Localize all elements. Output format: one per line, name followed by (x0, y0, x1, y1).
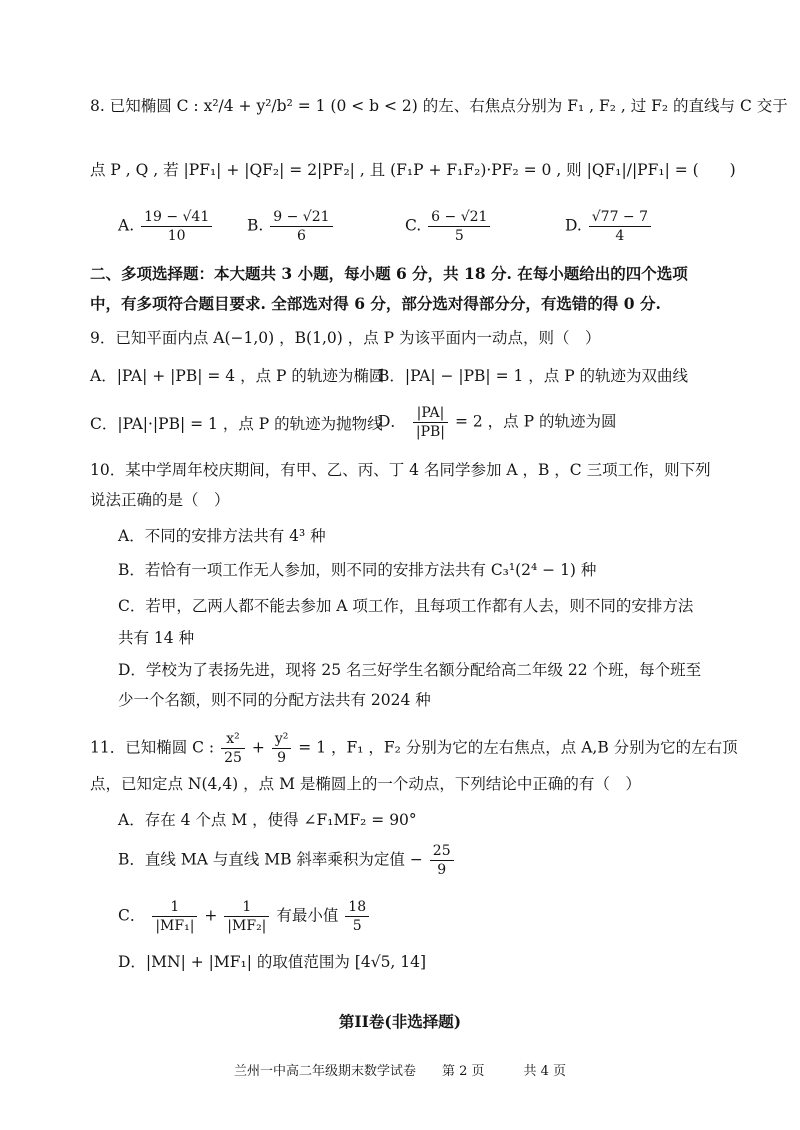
q9-option-d-label: D． (378, 412, 406, 431)
q8-option-c-num: 6 − √21 (428, 208, 490, 227)
q11-option-b (118, 842, 456, 879)
q11-option-c-fraction-3-num: 18 (345, 898, 369, 917)
q11-option-c (118, 898, 371, 935)
q11-fraction-x (221, 730, 245, 767)
q11-fraction-y-den: 9 (277, 750, 287, 766)
q10-stem-line2: 说法正确的是（ ） (90, 491, 230, 509)
q9-option-d-fraction (413, 404, 448, 441)
q11-option-a: A．存在 4 个点 M ，使得 ∠F₁MF₂ = 90° (118, 811, 417, 829)
q10-stem-line1: 10．某中学周年校庆期间，有甲、乙、丙、丁 4 名同学参加 A ，B ，C 三项工作，则下列 (90, 461, 711, 479)
q10-option-b: B．若恰有一项工作无人参加，则不同的安排方法共有 C₃¹(2⁴ − 1) 种 (118, 561, 597, 579)
q9-stem: 9．已知平面内点 A(−1,0) ，B(1,0) ，点 P 为该平面内一动点，则（ ） (90, 329, 601, 347)
q8-stem-line1: 8. 已知椭圆 C : x²/4 + y²/b² = 1 (0 < b < 2) 的左、右焦点分别为 F₁ , F₂ , 过 F₂ 的直线与 C 交于 (90, 97, 788, 115)
q11-option-b-num: 25 (430, 842, 454, 861)
q8-option-a-fraction (141, 208, 212, 245)
q11-stem-line1 (90, 730, 738, 767)
q8-option-b (247, 208, 335, 245)
q11-option-b-fraction (430, 842, 454, 879)
q11-option-c-fraction-3-den: 5 (352, 918, 362, 934)
q11-option-c-fraction-2-num: 1 (224, 898, 269, 917)
q11-option-c-plus: + (204, 906, 218, 925)
section2-heading-line2: 中，有多项符合题目要求. 全部选对得 6 分，部分选对得部分分，有选错的得 0 分. (90, 294, 661, 313)
q11-option-c-fraction-1 (152, 898, 197, 935)
q9-option-d-num: |PA| (413, 404, 448, 423)
q8-option-c-label: C. (405, 216, 422, 235)
q8-option-d-label: D. (565, 216, 582, 235)
q11-option-c-label: C． (118, 906, 146, 925)
q11-option-b-den: 9 (437, 862, 447, 878)
q10-option-c-line2: 共有 14 种 (118, 629, 195, 647)
q11-fraction-x-den: 25 (224, 750, 242, 766)
q10-option-d-line2: 少一个名额，则不同的分配方法共有 2024 种 (118, 691, 431, 709)
q8-option-d (565, 208, 653, 245)
q8-stem-line2: 点 P , Q , 若 |PF₁| + |QF₂| = 2|PF₂| , 且 (F₁P + F₁F₂)·PF₂ = 0 , 则 |QF₁|/|PF₁| = ( ) (90, 161, 736, 179)
q11-stem-post: = 1 ，F₁ ，F₂ 分别为它的左右焦点，点 A,B 分别为它的左右顶 (298, 738, 738, 757)
q8-option-b-num: 9 − √21 (270, 208, 332, 227)
q9-option-d-rest: = 2 ，点 P 的轨迹为圆 (454, 412, 617, 431)
page-footer: 兰州一中高二年级期末数学试卷 第 2 页 共 4 页 (233, 1064, 567, 1079)
section2-heading-line1: 二、多项选择题：本大题共 3 小题，每小题 6 分，共 18 分. 在每小题给出的四个选项 (90, 264, 688, 283)
q10-option-d-line1: D．学校为了表扬先进，现将 25 名三好学生名额分配给高二年级 22 个班，每个班至 (118, 661, 702, 679)
q9-option-d-den: |PB| (415, 424, 446, 440)
q8-option-c-fraction (428, 208, 490, 245)
q11-fraction-x-num: x² (221, 730, 245, 749)
q11-stem-line2: 点，已知定点 N(4,4) ，点 M 是椭圆上的一个动点，下列结论中正确的有（ ） (90, 775, 641, 793)
q11-option-c-fraction-2-den: |MF₂| (227, 918, 267, 934)
q8-option-a-den: 10 (167, 228, 186, 244)
q11-option-b-text: B．直线 MA 与直线 MB 斜率乘积为定值 − (118, 850, 423, 869)
q8-option-c-den: 5 (454, 228, 464, 244)
q11-option-c-text: 有最小值 (276, 906, 339, 925)
q9-option-c: C．|PA|·|PB| = 1 ，点 P 的轨迹为抛物线 (90, 415, 383, 433)
q11-fraction-y-num: y² (272, 730, 292, 749)
q8-option-d-den: 4 (615, 228, 625, 244)
q8-option-b-den: 6 (296, 228, 306, 244)
q8-option-a-num: 19 − √41 (141, 208, 212, 227)
q8-option-b-fraction (270, 208, 332, 245)
q11-option-c-fraction-2 (224, 898, 269, 935)
q11-option-c-fraction-1-den: |MF₁| (155, 918, 195, 934)
q8-option-d-fraction (589, 208, 651, 245)
q8-option-b-label: B. (247, 216, 264, 235)
q10-option-c-line1: C．若甲，乙两人都不能去参加 A 项工作，且每项工作都有人去，则不同的安排方法 (118, 597, 694, 615)
q8-option-c (405, 208, 492, 245)
q11-plus: + (251, 738, 265, 757)
q11-fraction-y (272, 730, 292, 767)
q11-option-c-fraction-3 (345, 898, 369, 935)
q11-stem-pre: 11．已知椭圆 C : (90, 738, 215, 757)
q9-option-a: A．|PA| + |PB| = 4 ，点 P 的轨迹为椭圆 (90, 367, 385, 385)
q8-option-a-label: A. (118, 216, 135, 235)
q8-option-a (118, 208, 214, 245)
part2-title: 第II卷(非选择题) (338, 1012, 462, 1031)
q11-option-d: D．|MN| + |MF₁| 的取值范围为 [4√5, 14] (118, 953, 427, 971)
q10-option-a: A．不同的安排方法共有 4³ 种 (118, 527, 326, 545)
q9-option-d (378, 404, 616, 441)
q9-option-b: B．|PA| − |PB| = 1 ，点 P 的轨迹为双曲线 (378, 367, 689, 385)
q11-option-c-fraction-1-num: 1 (152, 898, 197, 917)
q8-option-d-num: √77 − 7 (589, 208, 651, 227)
